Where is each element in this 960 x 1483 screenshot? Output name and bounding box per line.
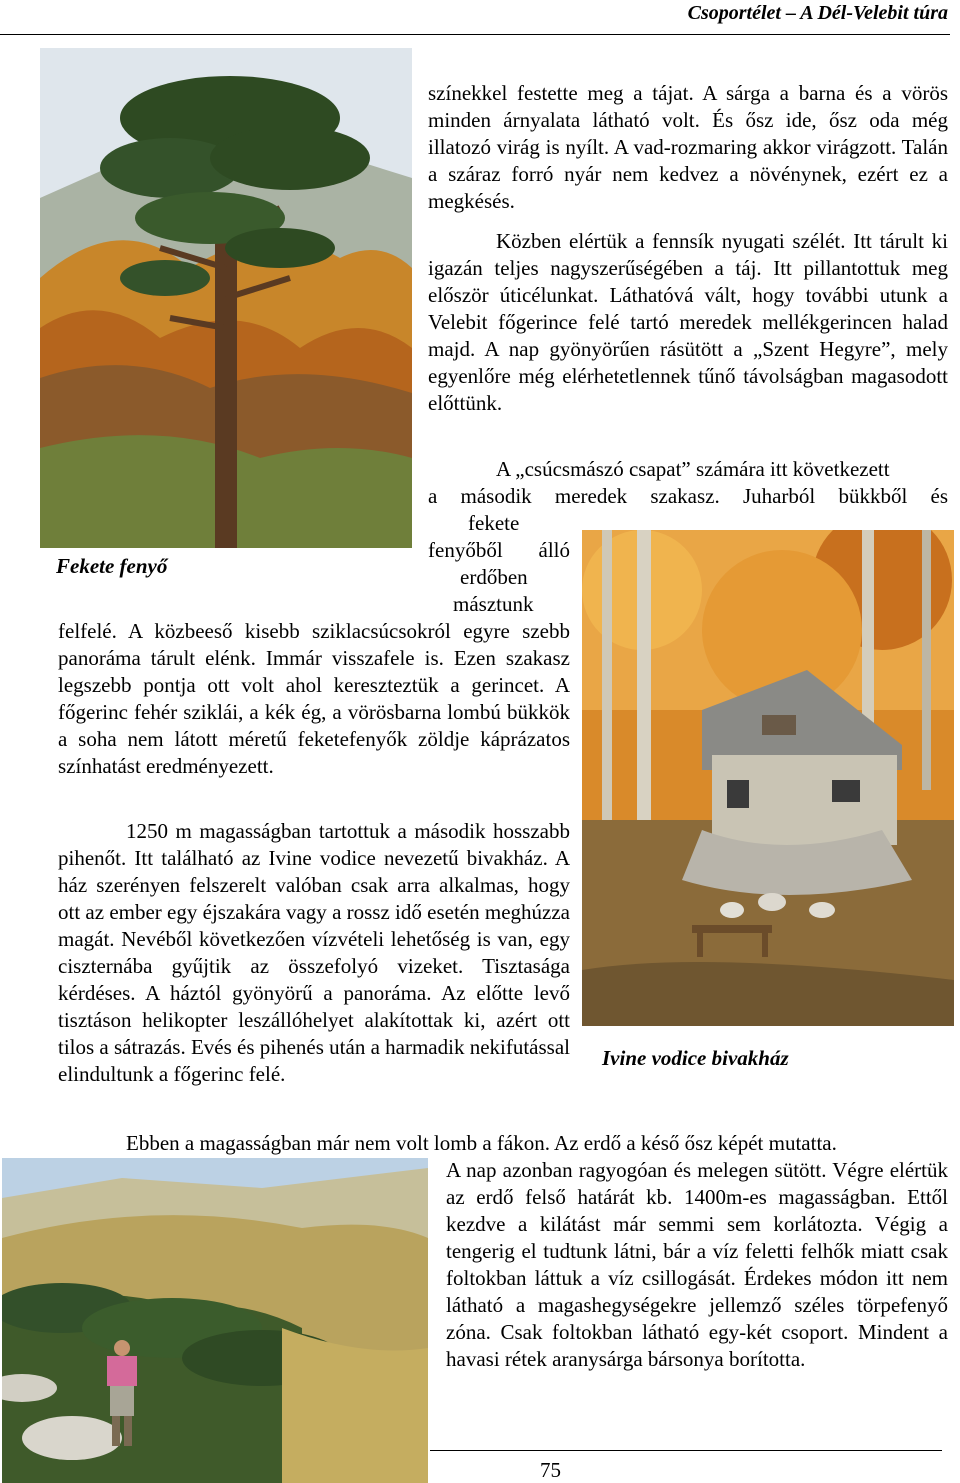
paragraph-3-word-2: fenyőből álló (428, 538, 570, 562)
paragraph-3-word-4: másztunk (453, 592, 534, 616)
paragraph-4: 1250 m magasságban tartottuk a második hosszabb pihenőt. Itt található az Ivine vodice nevezetű bivakház. A ház szerényen felszerelt valóban csak arra alkalmas, hogy ott az ember egy éjszakára vagy a rossz idő esetén meghúzza magát. Nevéből következően vízvételi lehetőség is van, egy ciszternába gyűjtik az összefolyó vizeket. Tisztasága kérdéses. A háztól gyönyörű a panoráma. Az előtte levő tisztáson helikopter leszállóhelyet alakítottak ki, azért ott tilos a sátrazás. Evés és pihenés után a harmadik nekifutással elindultunk a főgerinc felé. (58, 819, 570, 1086)
paragraph-5-line-1: Ebben a magasságban már nem volt lomb a fákon. Az erdő a késő ősz képét mutatta. (126, 1131, 837, 1155)
header-rule (0, 34, 950, 35)
footer-rule (430, 1450, 942, 1451)
paragraph-3-word-3: erdőben (460, 565, 528, 589)
paragraph-2: Közben elértük a fennsík nyugati szélét. Itt tárult ki igazán teljes nagyszerűségében a táj. Itt pillantottuk meg először úticélunkat. Láthatóvá vált, hogy további utunk a Velebit főgerince felé tartó meredek mellékgerincen halad majd. A nap gyönyörűen rásütött a „Szent Hegyre”, mely egyenlőre még elérhetetlennek tűnő távolságban magasodott előttünk. (428, 229, 948, 415)
running-header: Csoportélet – A Dél-Velebit túra (687, 2, 948, 24)
paragraph-3-line-1: A „csúcsmászó csapat” számára itt következett (496, 457, 890, 481)
paragraph-1: színekkel festette meg a tájat. A sárga a barna és a vörös minden árnyalata látható volt. És ősz ide, ősz oda még illatozó virág is nyílt. A vad-rozmaring akkor virágzott. Talán a száraz forró nyár nem kedvez a növénynek, ezért ez a megkésés. (428, 81, 948, 213)
paragraph-5-rest: A nap azonban ragyogóan és melegen sütött. Végre elértük az erdő felső határát kb. 1400m-es magasságban. Ettől kezdve a kilátást már semmi sem korlátozta. Végig a tengerig el tudtunk látni, bár a víz feletti felhők miatt csak foltokban láttuk a víz csillogását. Érdekes módon itt nem látható a magashegységekre jellemző széles törpefenyő zóna. Csak foltokban látható egy-két csoport. Mindent a havasi rétek aranysárga bársonya borította. (446, 1158, 948, 1371)
paragraph-3-line-2: a második meredek szakasz. Juharból bükkből és (428, 484, 948, 508)
black-pine-photo (40, 48, 412, 548)
paragraph-3-rest: felfelé. A közbeeső kisebb sziklacsúcsokról egyre szebb panoráma tárult elénk. Immár visszafele is. Ezen szakasz legszebb pontja ott volt ahol kereszteztük a gerincet. A főgerinc fehér sziklái, a kék ég, a vörösbarna lombú bükkök a soha nem látott méretű feketefenyők zöldje káprázatos színhatást eredményezett. (58, 619, 570, 778)
bivouac-hut-photo (582, 530, 954, 1026)
photo-caption-pine: Fekete fenyő (56, 554, 168, 578)
photo-caption-hut: Ivine vodice bivakház (602, 1046, 789, 1070)
page-number: 75 (540, 1458, 561, 1482)
alpine-meadow-photo (2, 1158, 428, 1483)
paragraph-3-word-1: fekete (468, 511, 520, 535)
